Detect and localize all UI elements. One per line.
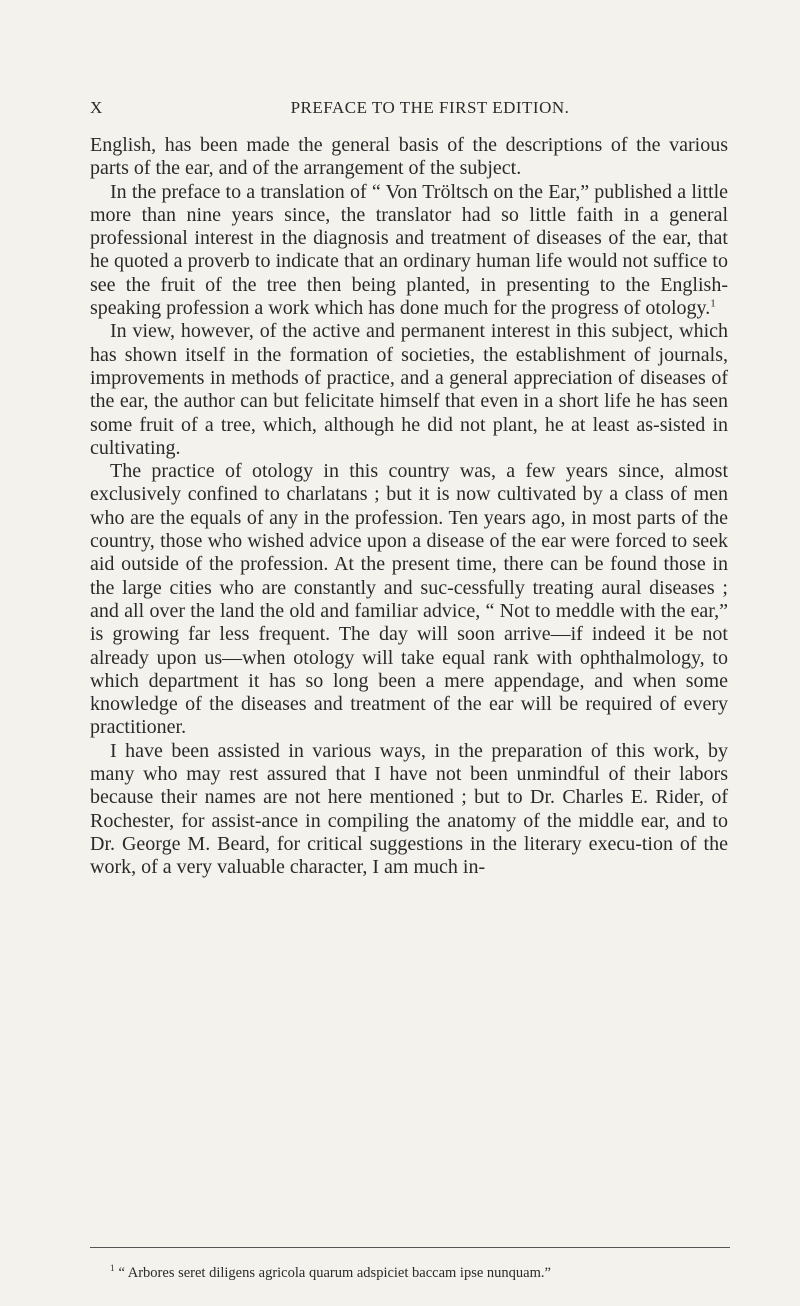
footnote-marker: 1 xyxy=(110,1263,115,1274)
page-title: PREFACE TO THE FIRST EDITION. xyxy=(290,98,570,117)
paragraph-text: The practice of otology in this country was, a few years since, almost exclusively confined to charlatans ; but it is now cultivated by a class of men who are the equals of any in the profession. Ten years ago, in most parts of the country, those who wished advice upon a disease of the ear were forced to seek aid outside of the profession. At the present time, there can be found those in the large cities who are constantly and suc-cessfully treating aural diseases ; and all over the land the old and familiar advice, “ Not to meddle with the ear,” is growing far less frequent. The day will soon arrive—if indeed it be not already upon us—when otology will take equal rank with ophthalmology, to which department it has so long been a mere appendage, and when some knowledge of the diseases and treatment of the ear will be required of every practitioner. xyxy=(90,460,728,739)
paragraph xyxy=(90,320,728,460)
running-head xyxy=(90,98,730,124)
paragraph xyxy=(90,740,728,880)
page-number: X xyxy=(90,98,103,117)
paragraph-text: I have been assisted in various ways, in the preparation of this work, by many who may rest assured that I have not been unmindful of their labors because their names are not here mentioned ; but to Dr. Charles E. Rider, of Rochester, for assist-ance in compiling the anatomy of the middle ear, and to Dr. George M. Beard, for critical suggestions in the literary execu-tion of the work, of a very valuable character, I am much in- xyxy=(90,739,728,879)
paragraph-text: In view, however, of the active and permanent interest in this subject, which has shown itself in the formation of societies, the establishment of journals, improvements in methods of practice, and a general appreciation of diseases of the ear, the author can but felicitate himself that even in a short life he has seen some fruit of a tree, which, although he did not plant, he at least as-sisted in cultivating. xyxy=(90,320,728,459)
paragraph xyxy=(90,134,728,181)
footnote-reference[interactable]: 1 xyxy=(710,297,716,310)
paragraph xyxy=(90,181,728,321)
paragraph-text: English, has been made the general basis of the descriptions of the various parts of the ear, and of the arrangement of the subject. xyxy=(90,134,728,180)
paragraph-text: In the preface to a translation of “ Von Tröltsch on the Ear,” published a little more than nine years since, the translator had so little faith in a general professional interest in the diagnosis and treatment of diseases of the ear, that he quoted a proverb to indicate that an ordinary human life would not suffice to see the fruit of the tree then being planted, in presenting to the English-speaking profession a work which has done much for the progress of otology. xyxy=(90,180,728,320)
footnote-divider xyxy=(90,1247,730,1248)
footnote-text: “ Arbores seret diligens agricola quarum adspiciet baccam ipse nunquam.” xyxy=(118,1265,551,1281)
footnote xyxy=(110,1264,730,1282)
body-text xyxy=(90,134,728,880)
paragraph xyxy=(90,460,728,740)
